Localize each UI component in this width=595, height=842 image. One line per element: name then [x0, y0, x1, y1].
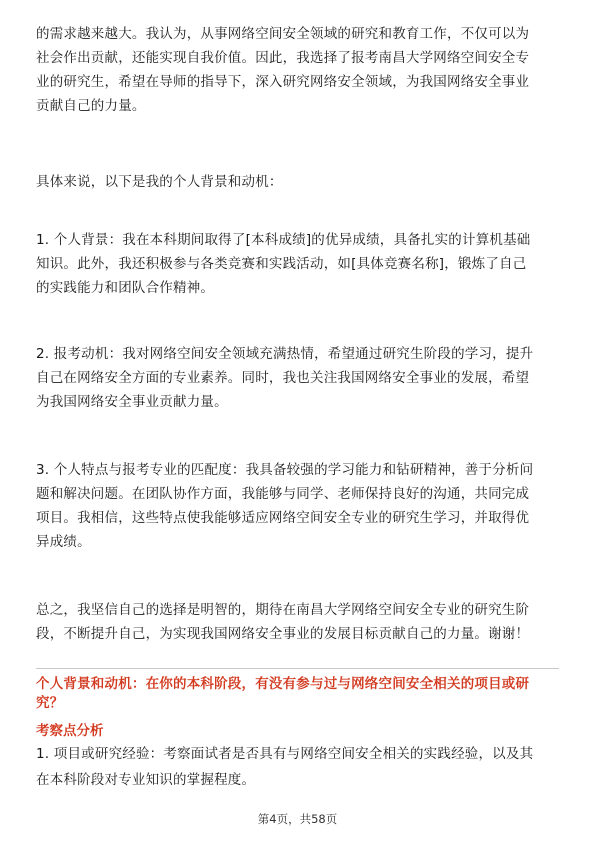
analysis-heading: 考察点分析: [36, 723, 104, 739]
page-number-footer: 第4页，共58页: [257, 812, 338, 826]
body-paragraph: 总之，我坚信自己的选择是明智的，期待在南昌大学网络空间安全专业的研究生阶 段，不断提升自己，为实现我国网络安全事业的发展目标贡献自己的力量。谢谢！: [36, 602, 530, 642]
body-paragraph: 2. 报考动机：我对网络空间安全领域充满热情，希望通过研究生阶段的学习，提升 自己在网络安全方面的专业素养。同时，我也关注我国网络安全事业的发展，希望 为我国网络安全事业贡献力量。: [36, 346, 534, 410]
body-paragraph: 3. 个人特点与报考专业的匹配度：我具备较强的学习能力和钻研精神，善于分析问 题和解决问题。在团队协作方面，我能够与同学、老师保持良好的沟通，共同完成 项目。我相信，这些特点使我能够适应网络空间安全专业的研究生学习，并取得优 异成绩。: [36, 462, 534, 550]
body-paragraph: 1. 个人背景：我在本科期间取得了[本科成绩]的优异成绩，具备扎实的计算机基础 知识。此外，我还积极参与各类竞赛和实践活动，如[具体竞赛名称]，锻炼了自己 的实践能力和团队合作精神。: [36, 232, 531, 296]
analysis-item: 1. 项目或研究经验：考察面试者是否具有与网络空间安全相关的实践经验，以及其 在本科阶段对专业知识的掌握程度。: [36, 746, 534, 788]
interview-question: 个人背景和动机：在你的本科阶段，有没有参与过与网络空间安全相关的项目或研 究？: [36, 676, 530, 711]
body-paragraph: 的需求越来越大。我认为，从事网络空间安全领域的研究和教育工作，不仅可以为 社会作出贡献，还能实现自我价值。因此，我选择了报考南昌大学网络空间安全专 业的研究生，希望在导师的指导下，深入研究网络安全领域，为我国网络安全事业 贡献自己的力量。: [36, 26, 530, 114]
body-paragraph: 具体来说，以下是我的个人背景和动机：: [36, 174, 283, 190]
section-divider: [36, 668, 559, 669]
